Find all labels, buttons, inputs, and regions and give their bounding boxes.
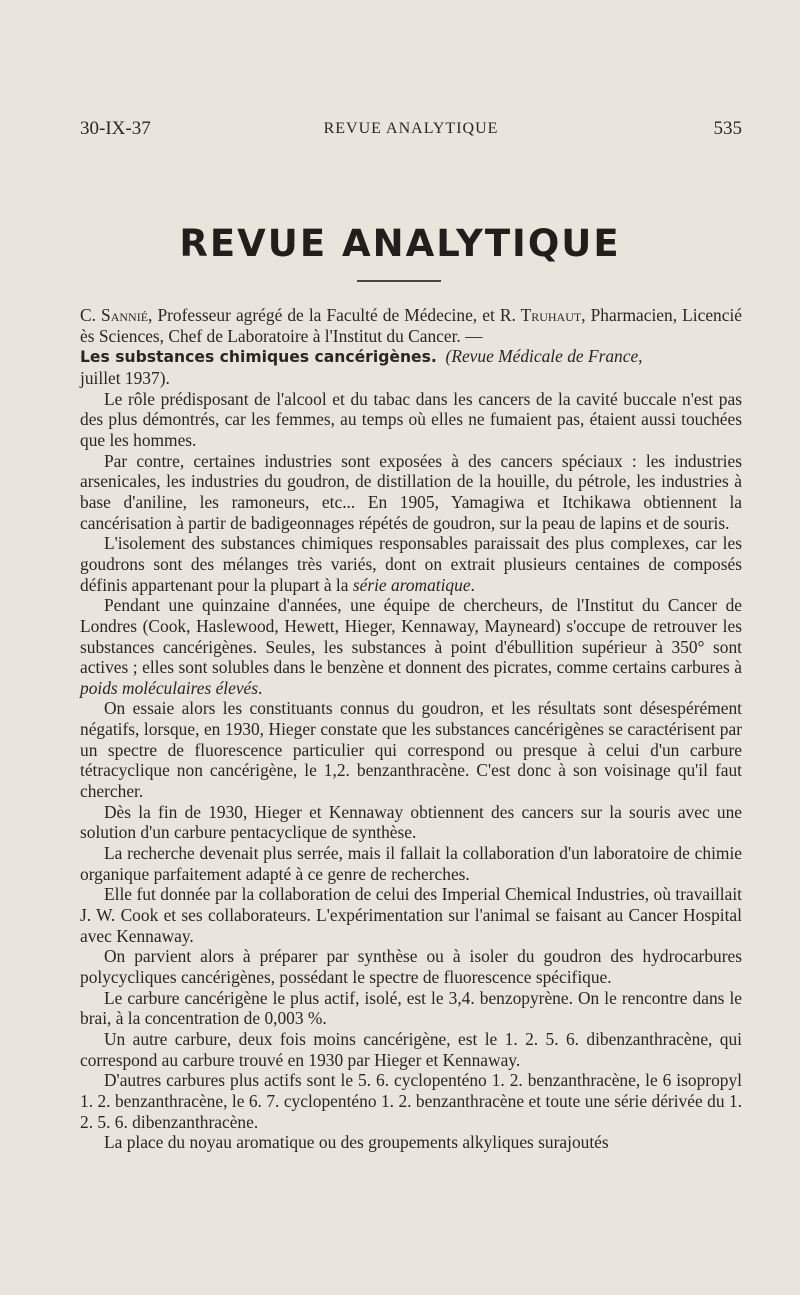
paragraph xyxy=(80,533,742,595)
emphasis: poids moléculaires élevés xyxy=(80,677,259,698)
paragraph: La recherche devenait plus serrée, mais il fallait la collaboration d'un laboratoire de chimie organique parfaitement adapté à ce genre de recherches. xyxy=(80,843,742,884)
paragraph: Dès la fin de 1930, Hieger et Kennaway obtiennent des cancers sur la souris avec une solution d'un carbure pentacyclique de synthèse. xyxy=(80,801,742,843)
paragraph: Un autre carbure, deux fois moins cancérigène, est le 1. 2. 5. 6. dibenzanthracène, qui correspond au carbure trouvé en 1930 par Hieger et Kennaway. xyxy=(80,1028,742,1070)
paragraph xyxy=(80,595,742,698)
bibliographic-reference xyxy=(80,305,742,389)
paragraph: On essaie alors les constituants connus du goudron, et les résultats sont désespérément négatifs, lorsque, en 1930, Hieger constate que les substances cancérigènes se caractérisent par un spectre de fluorescence particulier qui correspond ou presque à celui d'un carbure tétracyclique non cancérigène, le 1,2. benzanthracène. C'est donc à son voisinage qu'il faut chercher. xyxy=(80,698,742,802)
paragraph: La place du noyau aromatique ou des groupements alkyliques surajoutés xyxy=(104,1132,609,1153)
paragraph: On parvient alors à préparer par synthèse ou à isoler du goudron des hydrocarbures polycycliques cancérigènes, possédant le spectre de fluorescence spécifique. xyxy=(80,946,742,987)
paragraph: D'autres carbures plus actifs sont le 5. 6. cyclopenténo 1. 2. benzanthracène, le 6 isopropyl 1. 2. benzanthracène, le 6. 7. cyclopenténo 1. 2. benzanthracène et toute une série dérivée du 1. 2. 5. 6. dibenzanthracène. xyxy=(80,1070,742,1132)
paragraph: Le carbure cancérigène le plus actif, isolé, est le 3,4. benzopyrène. On le rencontre dans le brai, à la concentration de 0,003 %. xyxy=(80,987,742,1029)
author-name: R. Truhaut xyxy=(499,305,582,325)
running-title: REVUE ANALYTIQUE xyxy=(323,120,499,137)
running-header xyxy=(80,118,742,142)
article-body xyxy=(80,305,742,1153)
author-description: , Pharmacien, Licencié ès Sciences, Chef de Laboratoire à l'Institut du Cancer. — xyxy=(80,305,742,346)
article-title: Les substances chimiques cancérigènes. xyxy=(80,348,437,367)
author-name: C. Sannié xyxy=(80,305,149,325)
paragraph-text: L'isolement des substances chimiques responsables paraissait des plus complexes, car les goudrons sont des mélanges très variés, dont on extrait plusieurs centaines de composés définis appartenant pour la plupart à la xyxy=(80,533,742,595)
paragraph-text: . xyxy=(470,574,475,595)
paragraph: Elle fut donnée par la collaboration de celui des Imperial Chemical Industries, où travaillait J. W. Cook et ses collaborateurs. L'expérimentation sur l'animal se faisant au Cancer Hospital avec Kennaway. xyxy=(80,884,742,946)
issue-date: 30-IX-37 xyxy=(80,118,151,139)
page-number: 535 xyxy=(713,118,742,139)
emphasis: série aromatique xyxy=(352,574,471,595)
author-description: , Professeur agrégé de la Faculté de Médecine, et xyxy=(148,305,500,325)
title-rule xyxy=(357,280,441,282)
paragraph-text: . xyxy=(258,677,263,698)
source-journal: (Revue Médicale de France, xyxy=(445,346,643,367)
section-title: REVUE ANALYTIQUE xyxy=(179,222,621,265)
source-date: juillet 1937). xyxy=(80,367,170,388)
paragraph-text: Pendant une quinzaine d'années, une équipe de chercheurs, de l'Institut du Cancer de Londres (Cook, Haslewood, Hewett, Hieger, Kennaway, Mayneard) s'occupe de retrouver les substances cancérigènes. Seules, les substances à point d'ébullition supérieur à 350° sont actives ; elles sont solubles dans le benzène et donnent des picrates, comme certains carbures à xyxy=(80,595,742,678)
paragraph: Par contre, certaines industries sont exposées à des cancers spéciaux : les industries arsenicales, les industries du goudron, de distillation de la houille, du pétrole, les industries à base d'aniline, les ramoneurs, etc... En 1905, Yamagiwa et Itchikawa obtiennent la cancérisation à partir de badigeonnages répétés de goudron, sur la peau de lapins et de souris. xyxy=(80,450,742,533)
paragraph: Le rôle prédisposant de l'alcool et du tabac dans les cancers de la cavité buccale n'est pas des plus démontrés, car les femmes, au temps où elles ne fumaient pas, étaient aussi touchées que les hommes. xyxy=(80,388,742,450)
